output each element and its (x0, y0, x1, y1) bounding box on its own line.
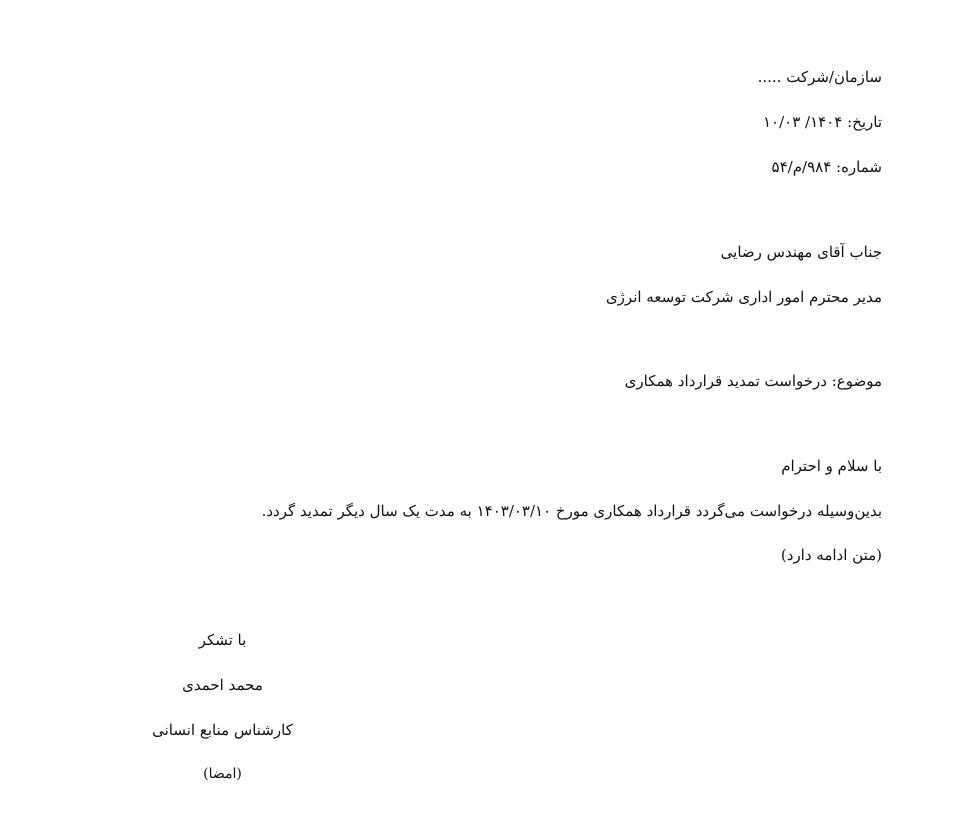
subject-line: موضوع: درخواست تمدید قرارداد همکاری (624, 372, 882, 390)
signature-closing: با تشکر (198, 631, 247, 649)
body-paragraph: بدین‌وسیله درخواست می‌گردد قرارداد همکاری مورخ ۱۴۰۳/۰۳/۱۰ به مدت یک سال دیگر تمدید گردد. (261, 502, 882, 520)
recipient-salutation: جناب آقای مهندس رضایی (720, 243, 882, 261)
number-line: شماره: ۹۸۴/م/۵۴ (771, 158, 882, 176)
greeting-line: با سلام و احترام (781, 457, 882, 475)
organization-line: سازمان/شرکت ..... (757, 68, 882, 86)
recipient-title: مدیر محترم امور اداری شرکت توسعه انرژی (605, 288, 882, 306)
signature-name: محمد احمدی (182, 676, 263, 694)
continuation-note: (متن ادامه دارد) (780, 546, 882, 564)
signature-sign-label: (امضا) (203, 766, 242, 782)
date-line: تاریخ: ۱۴۰۴/ ۱۰/۰۳ (762, 113, 882, 131)
signature-position: کارشناس منابع انسانی (152, 721, 293, 739)
